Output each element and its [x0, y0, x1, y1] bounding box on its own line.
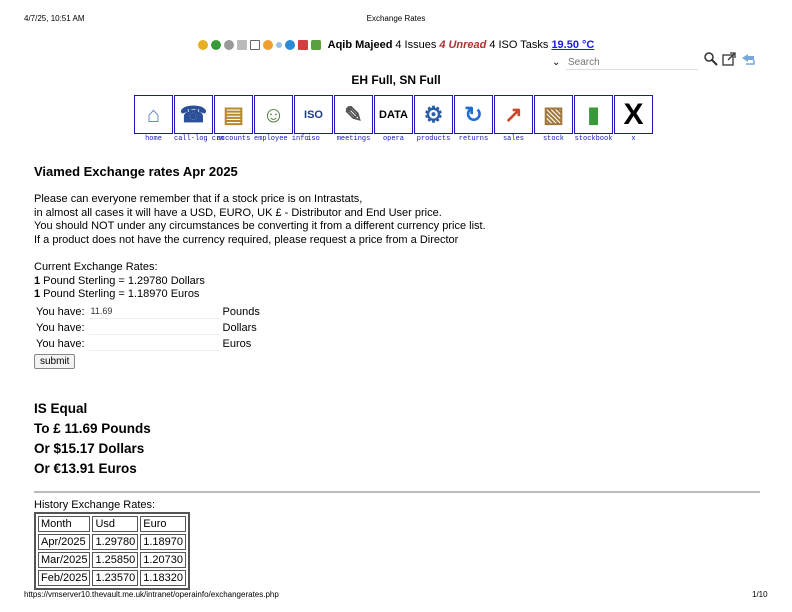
unread-label[interactable]: Unread	[448, 39, 487, 51]
nav-icon-box[interactable]	[494, 95, 533, 134]
history-table	[34, 512, 190, 590]
returns-icon: ↻	[464, 101, 483, 127]
table-cell: 1.25850	[92, 552, 138, 568]
issues-label[interactable]: Issues	[404, 39, 437, 51]
table-header-row	[38, 516, 186, 532]
column-header: Month	[38, 516, 90, 532]
nav-icon-box[interactable]	[374, 95, 413, 134]
pounds-input[interactable]	[89, 305, 219, 319]
euros-input[interactable]	[89, 337, 219, 351]
print-page-number: 1/10	[752, 590, 768, 599]
people-icon: ☺	[262, 101, 285, 127]
shopify-icon[interactable]	[311, 40, 321, 50]
table-row	[38, 552, 186, 568]
chevron-down-icon[interactable]: ⌄	[552, 57, 561, 68]
home-icon: ⌂	[146, 101, 161, 127]
rate-usd-prefix: 1	[34, 274, 41, 287]
submit-button[interactable]: submit	[34, 354, 75, 369]
converter-unit: Dollars	[222, 321, 257, 334]
rate-eur-text: Pound Sterling = 1.18970 Euros	[40, 288, 200, 300]
current-rates-label: Current Exchange Rates:	[34, 261, 158, 273]
nav-label[interactable]: stock	[542, 135, 564, 143]
globe-icon[interactable]	[211, 40, 221, 50]
converter-row-euros	[34, 336, 262, 352]
nav-label[interactable]: opera	[382, 135, 404, 143]
status-bar	[0, 36, 792, 54]
converter-label: You have:	[36, 321, 85, 334]
converter-label: You have:	[36, 305, 85, 318]
nav-label[interactable]: accounts	[216, 135, 251, 143]
chart-icon: ↗	[504, 101, 523, 127]
converter-unit: Euros	[222, 337, 252, 350]
nav-item-returns[interactable]	[454, 95, 493, 144]
notice-line: If a product does not have the currency required, please request a price from a Director	[34, 233, 459, 246]
converter-row-pounds	[34, 304, 262, 320]
history-label: History Exchange Rates:	[34, 498, 156, 511]
column-header: Euro	[140, 516, 186, 532]
unread-count: 4	[439, 39, 446, 51]
nav-label[interactable]: sales	[502, 135, 524, 143]
messenger-icon[interactable]	[285, 40, 295, 50]
search-icon[interactable]	[704, 52, 718, 66]
nav-icon-box[interactable]	[334, 95, 373, 134]
tasks-label[interactable]: ISO Tasks	[498, 39, 549, 51]
nav-icon-box[interactable]	[414, 95, 453, 134]
chart-icon[interactable]	[298, 40, 308, 50]
rate-eur	[34, 288, 760, 302]
page-title: Viamed Exchange rates Apr 2025	[34, 164, 238, 179]
converter-row-dollars	[34, 320, 262, 336]
full-status-text: EH Full, SN Full	[351, 73, 441, 87]
nav-item-meetings[interactable]	[334, 95, 373, 144]
nav-icon-box[interactable]	[294, 95, 333, 134]
nav-label[interactable]: iso	[307, 135, 320, 143]
dollars-input[interactable]	[89, 321, 219, 335]
x-icon: X	[623, 97, 644, 131]
result-line: Or $15.17 Dollars	[34, 440, 145, 456]
table-cell: 1.23570	[92, 570, 138, 586]
table-cell: Apr/2025	[38, 534, 90, 550]
notice-line: in almost all cases it will have a USD, EURO, UK £ - Distributor and End User price.	[34, 206, 442, 219]
nav-item-stock[interactable]	[534, 95, 573, 144]
nav-bar	[134, 95, 653, 144]
search-input[interactable]	[566, 55, 698, 70]
print-title: Exchange Rates	[366, 14, 426, 23]
nav-item-employee-info[interactable]	[254, 95, 309, 144]
print-datetime: 4/7/25, 10:51 AM	[24, 14, 85, 23]
converter-form	[34, 304, 262, 352]
nav-label[interactable]: products	[416, 135, 451, 143]
nav-item-iso[interactable]	[294, 95, 333, 144]
nav-icon-box[interactable]	[214, 95, 253, 134]
book-icon: ▮	[587, 101, 600, 127]
nav-label[interactable]: returns	[458, 135, 489, 143]
nav-icon-box[interactable]	[254, 95, 293, 134]
rate-eur-prefix: 1	[34, 288, 41, 300]
nav-icon-box[interactable]	[534, 95, 573, 134]
table-row	[38, 534, 186, 550]
rate-usd-text: Pound Sterling = 1.29780 Dollars	[40, 274, 205, 287]
divider	[34, 491, 760, 493]
gears-icon: ⚙	[423, 101, 444, 127]
copy-icon[interactable]	[250, 40, 260, 50]
nav-item-call-log-crm[interactable]	[174, 95, 225, 144]
temperature-link[interactable]: 19.50 °C	[551, 39, 595, 51]
pencil-note-icon: ✎	[344, 101, 363, 127]
nav-label[interactable]: call-log crm	[174, 135, 225, 143]
gear-icon[interactable]	[224, 40, 234, 50]
table-row	[38, 570, 186, 586]
tasks-count: 4	[489, 39, 496, 51]
main-content	[34, 164, 760, 590]
result-line: Or €13.91 Euros	[34, 460, 137, 476]
nav-item-opera[interactable]	[374, 95, 413, 144]
table-cell: 1.20730	[140, 552, 186, 568]
conversion-result	[34, 399, 760, 479]
user-name[interactable]: Aqib Majeed	[327, 39, 393, 51]
table-cell: 1.18970	[140, 534, 186, 550]
print-url: https://vmserver10.thevault.me.uk/intranet/operainfo/exchangerates.php	[24, 590, 279, 599]
logout-icon[interactable]	[740, 52, 756, 66]
issues-count: 4	[395, 39, 402, 51]
nav-label[interactable]: stockbook	[574, 135, 613, 143]
nav-item-stockbook[interactable]	[574, 95, 613, 144]
iso-icon: ISO	[304, 108, 323, 121]
nav-item-sales[interactable]	[494, 95, 533, 144]
nav-item-home[interactable]	[134, 95, 173, 144]
table-cell: Feb/2025	[38, 570, 90, 586]
rate-usd	[34, 275, 760, 289]
notice-line: You should NOT under any circumstances be converting it from a different currency price list.	[34, 220, 486, 232]
nav-label[interactable]: home	[145, 135, 162, 143]
star-icon[interactable]	[198, 40, 208, 50]
nav-label[interactable]: x	[631, 135, 636, 143]
grid-icon[interactable]	[237, 40, 247, 50]
table-cell: Mar/2025	[38, 552, 90, 568]
external-link-icon[interactable]	[722, 52, 736, 66]
converter-label: You have:	[36, 337, 85, 350]
converter-unit: Pounds	[222, 305, 260, 318]
result-line: To £ 11.69 Pounds	[34, 420, 151, 436]
nav-item-x[interactable]	[614, 95, 653, 144]
nav-icon-box[interactable]	[614, 95, 653, 134]
table-cell: 1.29780	[92, 534, 138, 550]
notice	[34, 193, 760, 247]
box-icon: ▧	[543, 101, 564, 127]
table-cell: 1.18320	[140, 570, 186, 586]
nav-label[interactable]: meetings	[336, 135, 371, 143]
nav-icon-box[interactable]	[454, 95, 493, 134]
nav-icon-box[interactable]	[134, 95, 173, 134]
nav-item-accounts[interactable]	[214, 95, 253, 144]
column-header: Usd	[92, 516, 138, 532]
top-icons	[704, 52, 756, 66]
nav-icon-box[interactable]	[174, 95, 213, 134]
snowflake-icon[interactable]	[276, 42, 282, 48]
current-rates	[34, 261, 760, 302]
telephone-icon: ☎	[179, 101, 208, 127]
nav-icon-box[interactable]	[574, 95, 613, 134]
notice-line: Please can everyone remember that if a stock price is on Intrastats,	[34, 193, 363, 205]
smiley-icon[interactable]	[263, 40, 273, 50]
opera-data-icon: DATA	[379, 108, 408, 121]
result-line: IS Equal	[34, 400, 88, 416]
cash-register-icon: ▤	[223, 101, 244, 127]
nav-item-products[interactable]	[414, 95, 453, 144]
search-bar	[552, 55, 698, 70]
nav-label[interactable]: employee info	[254, 135, 309, 143]
